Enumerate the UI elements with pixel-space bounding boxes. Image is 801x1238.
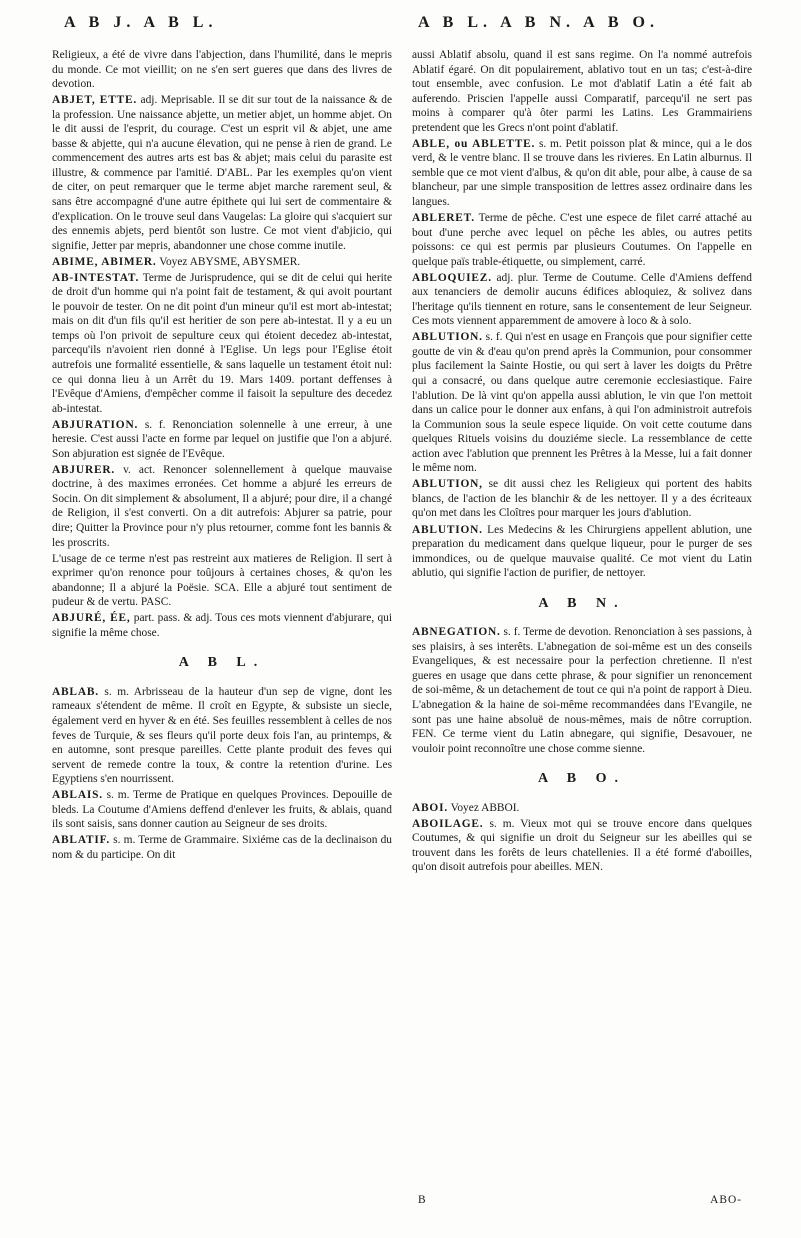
- definition-text: aussi Ablatif absolu, quand il est sans regime. On l'a nommé autrefois Ablatif égaré. On dit populairement, ablativo tout en un tas; c'est-à-dire tout ensemble, avec confusion. Le mot d'ablatif Latin a été fait ab auferendo. Priscien l'appelle aussi Comparatif, parcequ'il ne sert pas moins à comparer qu'à ôter parmi les Latins. Les Grammairiens pretendent que les Grecs n'ont point d'ablatif.: [412, 49, 752, 134]
- dictionary-entry: [52, 833, 392, 862]
- dictionary-entry: [52, 418, 392, 462]
- definition-text: s. f. Renonciation solennelle à une erreur, à une heresie. C'est aussi l'acte en forme par lequel on justifie que l'on a abjuré. Son abjuration est signée de l'Evêque.: [52, 418, 392, 460]
- signature-mark: B: [418, 1194, 426, 1206]
- headword: ABNEGATION.: [412, 626, 501, 639]
- headword: ABLE, ou ABLETTE.: [412, 137, 536, 150]
- dictionary-entry: [412, 330, 752, 475]
- headword: ABLUTION,: [412, 478, 483, 491]
- dictionary-entry: [52, 271, 392, 416]
- section-heading: A B O.: [537, 771, 627, 787]
- definition-text: Terme de Jurisprudence, qui se dit de celui qui herite de droit d'un homme qui n'a point fait de testament, & qui avoit pourtant le pouvoir de tester. On ne dit point d'un mineur qu'il est mort ab-intestat; mais on dit d'un fils qu'il est heritier de son pere ab-intestat. Il y a eu un temps où l'on privoit de sepulture ceux qui étoient decedez ab-intestat, parcequ'ils n'avoient rien donné à l'Eglise. Un legs pour l'Eglise étoit autrefois une formalité essentielle, & sans laquelle un testament étoit nul: ce qui donna lieu à un Arrêt du 19. Mars 1409. portant deffenses à l'Evêque d'Amiens, d'empêcher comme il faisoit la sepulture des decedez ab-intestat.: [52, 271, 392, 415]
- headword: ABLUTION.: [412, 331, 483, 344]
- headword: ABLAIS.: [52, 789, 103, 802]
- headword: ABJET, ETTE.: [52, 94, 138, 107]
- definition-text: se dit aussi chez les Religieux qui portent des habits blancs, de l'action de les blanchir & de les nettoyer. Il y a des écriteaux qu'on met dans les Cloîtres pour marquer les jours d'ablution.: [412, 478, 752, 520]
- section-heading: A B L.: [178, 655, 266, 671]
- dictionary-entry: [412, 523, 752, 581]
- headword: ABLOQUIEZ.: [412, 271, 492, 284]
- entry-text: [52, 552, 392, 610]
- headword: AB-INTESTAT.: [52, 271, 140, 284]
- catchword: ABO-: [710, 1194, 742, 1206]
- definition-text: s. m. Arbrisseau de la hauteur d'un sep de vigne, dont les rameaux s'étendent de même. Il croît en Egypte, & subsiste un siecle, également verd en hyver & en été. Ses feuilles ressemblent à celles de nos feves de Turquie, & ses fleurs qu'il porte deux fois l'an, au printemps, & en automne, sont presque pareilles. Cette plante produit des feves qui servent de remede contre la toux, & contre la retention d'urine. Les Egyptiens s'en nourrissent.: [52, 685, 392, 786]
- headword: ABOI.: [412, 801, 448, 814]
- definition-text: Terme de pêche. C'est une espece de filet carré attaché au bout d'une perche avec lequel on pêche les ables, ou autres petits poissons: ce qui est permis par plusieurs Coutumes. On l'appelle en quelque païs trable-étiquette, ou simplement, carré.: [412, 212, 752, 268]
- definition-text: Religieux, a été de vivre dans l'abjection, dans l'humilité, dans le mepris du monde. Ce mot vieillit; on ne s'en sert gueres que dans des livres de devotion.: [52, 49, 392, 91]
- definition-text: v. act. Renoncer solennellement à quelque mauvaise doctrine, à des maximes erronées. Cet homme a abjuré les erreurs de Socin. On dit simplement & absolument, Il a abjuré; pour dire, il a changé de Religion, il s'est converti. On a dit autrefois: Abjurer sa patrie, pour dire; Quitter la Province pour n'y plus retourner, comme font les bannis & les proscrits.: [52, 463, 392, 549]
- dictionary-entry: [412, 211, 752, 269]
- definition-text: s. m. Terme de Grammaire. Sixiéme cas de la declinaison du nom & du participe. On dit: [52, 834, 392, 861]
- page-footer: [412, 1194, 752, 1206]
- running-head-left: A B J. A B L.: [64, 14, 218, 31]
- headword: ABLATIF.: [52, 834, 110, 847]
- definition-text: Les Medecins & les Chirurgiens appellent ablution, une preparation du medicament dans quelque liqueur, pour le purger de ses immondices, ou de quelque mauvaise qualité. Ce mot vient du Latin ablutio, qui signifie l'action de purifier, de nettoyer.: [412, 523, 752, 580]
- entry-text: [412, 48, 752, 135]
- headword: ABIME, ABIMER.: [52, 255, 157, 268]
- definition-text: L'usage de ce terme n'est pas restreint aux matieres de Religion. Il sert à exprimer qu'on renonce pour toûjours à certaines choses, & qu'on les abandonne; Il a abjuré la Poësie. SCA. Elle a abjuré tout sentiment de pudeur & de vertu. PASC.: [52, 552, 392, 609]
- definition-text: adj. plur. Terme de Coutume. Celle d'Amiens deffend aux tenanciers de demolir aucuns édifices abloquiez, & solivez dans l'heritage qu'ils tiennent en roture, sans le consentement de leur Seigneur. Ces mots viennent apparemment de amovere à loco & à solo.: [412, 271, 752, 328]
- headword: ABOILAGE.: [412, 817, 484, 830]
- headword: ABLAB.: [52, 685, 99, 698]
- headword: ABJURÉ, ÉE,: [52, 612, 131, 625]
- left-column: [52, 48, 392, 864]
- dictionary-entry: [412, 801, 752, 816]
- dictionary-entry: [52, 685, 392, 787]
- dictionary-entry: [412, 477, 752, 521]
- definition-text: s. f. Terme de devotion. Renonciation à ses passions, à ses plaisirs, à ses interêts. L'abnegation de soi-même est un des conseils Evangeliques, & est necessaire pour la perfection chretienne. Il n'est gueres en usage que dans cette phrase, & pour signifier un renoncement de soi-même, & un detachement de tout ce qui n'a point de rapport à Dieu. L'abnegation & la haine de soi-même recommandées dans l'Evangile, ne sont pas une haine absoluë de nous-mêmes, mais de nôtre corruption. FEN. Ce terme vient du Latin abnegare, qui signifie, Desavouer, ne vouloir point reconnoître une chose comme sienne.: [412, 626, 752, 755]
- dictionary-entry: [52, 611, 392, 640]
- definition-text: adj. Meprisable. Il se dit sur tout de la naissance & de la profession. Une naissance abjette, un metier abjet, un homme abjet. On le dit aussi de l'esprit, du courage. C'est un esprit vil & abjet, une ame basse & abjette, qui n'a aucune élevation, qui ne pense à rien de grand. Le commencement des autres arts est bas & abjet; mais celui du parasite est illustre, & commence par l'amitié. D'ABL. Par les exemples qu'on vient de citer, on peut remarquer que le terme abjet marche rarement seul, & sans être accompagné d'une autre épithete qui lui sert de commentaire & d'explication. On le trouve seul dans Vaugelas: La gloire qui s'acquiert sur des ennemis abjets, perd bientôt son lustre. Ce mot vient d'abjicio, qui signifie, Jetter par mepris, abandonner une chose comme inutile.: [52, 94, 392, 252]
- dictionary-entry: [52, 463, 392, 550]
- headword: ABLERET.: [412, 212, 475, 225]
- dictionary-entry: [412, 817, 752, 875]
- entry-text: [52, 48, 392, 92]
- section-heading: A B N.: [538, 595, 626, 611]
- dictionary-entry: [52, 255, 392, 270]
- dictionary-entry: [412, 137, 752, 210]
- definition-text: s. m. Petit poisson plat & mince, qui a le dos verd, & le ventre blanc. Il se trouve dans les rivieres. En Latin alburnus. Il semble que ce mot vient d'albus, & qu'on dit able, pour albe, à cause de sa blancheur, par une simple transposition de lettres assez ordinaire dans les langues.: [412, 137, 752, 208]
- right-column: [412, 48, 752, 876]
- headword: ABJURER.: [52, 463, 116, 476]
- definition-text: part. pass. & adj. Tous ces mots viennent d'abjurare, qui signifie la même chose.: [52, 612, 393, 639]
- definition-text: s. m. Vieux mot qui se trouve encore dans quelques Coutumes, & qui signifie un droit du Seigneur sur les abeilles qui se trouvent dans les forêts de leurs chatellenies. Il a été formé d'aboilles, qu'on disoit autrefois pour abeilles. MEN.: [412, 817, 752, 874]
- definition-text: Voyez ABYSME, ABYSMER.: [156, 255, 301, 268]
- definition-text: s. m. Terme de Pratique en quelques Provinces. Depouille de bleds. La Coutume d'Amiens deffend d'enlever les fruits, & ablais, quand ils sont saisis, sans donner caution au Seigneur de ses droits.: [52, 789, 392, 831]
- running-head-right: A B L. A B N. A B O.: [418, 14, 659, 31]
- dictionary-entry: [412, 271, 752, 329]
- headword: ABLUTION.: [412, 523, 483, 536]
- definition-text: s. f. Qui n'est en usage en François que pour signifier cette goutte de vin & d'eau qu'on prend après la Communion, pour consommer plus facilement la Sainte Hostie, ou qui sert à laver les doigts du Prêtre qui a consacré, ou dans quelque autre ceremonie ecclesiastique. Faire l'ablution. De là vint qu'on appella aussi ablution, le vin que l'on mettoit dans un calice pour le donner aux enfans, à qui l'on administroit autrefois la Communion sous la seule espece liquide. On voit cette coutume dans quelques Rituels voisins du douziéme siecle. La ressemblance de cette action avec l'ablution que prennent les Prêtres à la Messe, lui a fait donner le même nom.: [412, 331, 752, 475]
- dictionary-entry: [52, 788, 392, 832]
- dictionary-entry: [52, 93, 392, 253]
- dictionary-entry: [412, 625, 752, 756]
- definition-text: Voyez ABBOI.: [447, 801, 520, 814]
- headword: ABJURATION.: [52, 418, 139, 431]
